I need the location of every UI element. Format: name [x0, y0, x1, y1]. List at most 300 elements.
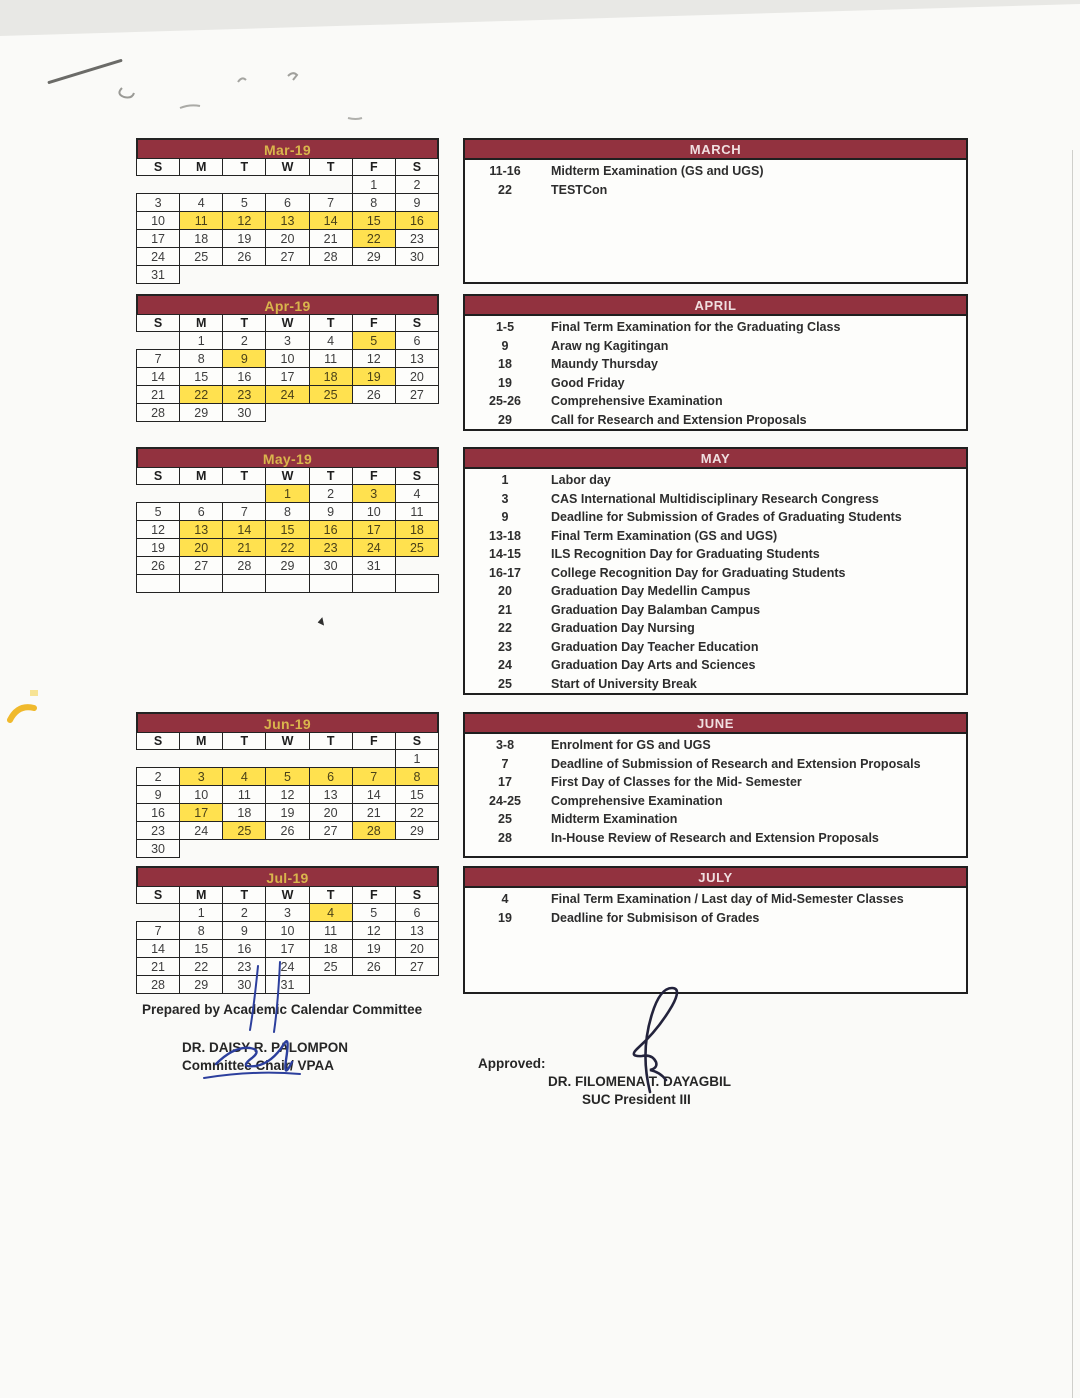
day-header: F: [352, 315, 395, 332]
event-date: 1: [501, 473, 509, 487]
event-desc: Maundy Thursday: [551, 357, 658, 371]
event-desc: Graduation Day Arts and Sciences: [551, 658, 756, 672]
events-april: [463, 294, 968, 431]
empty-cell: [180, 840, 223, 858]
event-date: 11-16: [489, 164, 521, 178]
event-desc: Final Term Examination / Last day of Mid-Semester Classes: [551, 892, 904, 906]
calendar-title: Jun-19: [136, 712, 439, 732]
event-date: 22: [498, 182, 512, 197]
day-cell: 30: [223, 404, 266, 422]
day-header: S: [395, 468, 438, 485]
day-header: S: [395, 887, 438, 904]
event-row: [465, 490, 966, 509]
day-cell: 29: [266, 557, 309, 575]
event-desc: Graduation Day Balamban Campus: [551, 602, 761, 617]
empty-cell: [266, 840, 309, 858]
day-cell: 27: [180, 557, 223, 575]
day-cell: 21: [352, 804, 395, 822]
event-date: 3-8: [495, 738, 515, 752]
day-cell: 6: [395, 904, 438, 922]
month-row-april: [136, 294, 968, 431]
day-cell: 9: [223, 922, 266, 940]
day-cell: 18: [180, 230, 223, 248]
pencil-scribble-marks: [110, 30, 370, 120]
day-cell: 26: [352, 386, 395, 404]
day-header: S: [395, 315, 438, 332]
event-desc: Midterm Examination: [551, 812, 678, 826]
day-cell: 6: [180, 503, 223, 521]
day-cell: 5: [266, 768, 309, 786]
empty-cell: [395, 266, 438, 284]
day-cell: 3: [266, 332, 309, 350]
day-cell: 8: [180, 922, 223, 940]
day-header: T: [309, 887, 352, 904]
event-date: 13-18: [489, 528, 521, 543]
day-cell: 11: [395, 503, 438, 521]
day-cell: 18: [395, 521, 438, 539]
day-cell: 22: [352, 230, 395, 248]
day-cell: 13: [395, 350, 438, 368]
event-row: [465, 909, 966, 928]
day-cell: 9: [223, 350, 266, 368]
day-cell: 9: [137, 786, 180, 804]
yellow-highlighter-mark: [6, 690, 46, 726]
day-cell: 10: [352, 503, 395, 521]
event-row: [465, 736, 966, 755]
event-date: 25-26: [489, 394, 521, 408]
empty-cell: [223, 176, 266, 194]
day-cell: 2: [395, 176, 438, 194]
day-header: F: [352, 468, 395, 485]
event-row: [465, 638, 966, 657]
day-cell: 28: [309, 248, 352, 266]
day-cell: 16: [223, 368, 266, 386]
day-cell: 7: [223, 503, 266, 521]
day-cell: 20: [309, 804, 352, 822]
day-cell: 4: [180, 194, 223, 212]
empty-cell: [352, 976, 395, 994]
day-cell: 12: [266, 786, 309, 804]
day-cell: 25: [395, 539, 438, 557]
empty-cell: [223, 575, 266, 593]
day-cell: 4: [309, 904, 352, 922]
day-cell: 17: [266, 368, 309, 386]
event-date: 25: [498, 812, 512, 826]
day-cell: 23: [395, 230, 438, 248]
day-cell: 22: [180, 958, 223, 976]
event-date: 24-25: [489, 793, 521, 808]
day-header: T: [309, 315, 352, 332]
empty-cell: [309, 840, 352, 858]
day-cell: 19: [137, 539, 180, 557]
event-desc: First Day of Classes for the Mid- Semester: [551, 775, 802, 789]
event-desc: Graduation Day Nursing: [551, 621, 695, 635]
event-row: [465, 355, 966, 374]
event-list: [465, 316, 966, 429]
footer-signature-block: [136, 994, 968, 1144]
day-cell: 3: [180, 768, 223, 786]
day-cell: 5: [223, 194, 266, 212]
day-cell: 31: [266, 976, 309, 994]
empty-cell: [395, 976, 438, 994]
day-cell: 30: [395, 248, 438, 266]
empty-cell: [309, 404, 352, 422]
day-cell: 14: [352, 786, 395, 804]
event-date: 1-5: [495, 320, 515, 334]
empty-cell: [137, 750, 180, 768]
day-cell: 24: [180, 822, 223, 840]
day-cell: 18: [309, 368, 352, 386]
day-cell: 4: [223, 768, 266, 786]
day-cell: 11: [180, 212, 223, 230]
day-cell: 13: [309, 786, 352, 804]
day-cell: 14: [137, 368, 180, 386]
day-cell: 3: [137, 194, 180, 212]
day-cell: 12: [137, 521, 180, 539]
event-date: 19: [498, 375, 512, 390]
empty-cell: [309, 750, 352, 768]
day-cell: 1: [352, 176, 395, 194]
day-cell: 12: [223, 212, 266, 230]
day-cell: 27: [395, 958, 438, 976]
event-desc: CAS International Multidisciplinary Research Congress: [551, 491, 879, 506]
day-header: M: [180, 887, 223, 904]
day-cell: 9: [309, 503, 352, 521]
day-cell: 7: [352, 768, 395, 786]
day-header: W: [266, 159, 309, 176]
day-cell: 16: [223, 940, 266, 958]
day-header: T: [223, 733, 266, 750]
event-date: 28: [498, 830, 512, 845]
day-cell: 15: [395, 786, 438, 804]
day-header: W: [266, 468, 309, 485]
day-cell: 12: [352, 922, 395, 940]
event-date: 16-17: [489, 565, 521, 580]
event-desc: Deadline for Submission of Grades of Graduating Students: [551, 510, 902, 524]
day-cell: 28: [223, 557, 266, 575]
event-row: [465, 318, 966, 337]
event-desc: Comprehensive Examination: [551, 793, 723, 808]
day-cell: 6: [395, 332, 438, 350]
day-cell: 15: [180, 368, 223, 386]
event-date: 9: [501, 338, 509, 353]
empty-cell: [137, 485, 180, 503]
day-cell: 20: [180, 539, 223, 557]
calendar-grid: [136, 467, 439, 593]
calendar-grid: [136, 314, 439, 422]
day-cell: 5: [137, 503, 180, 521]
event-desc: Labor day: [551, 473, 611, 487]
event-desc: Call for Research and Extension Proposals: [551, 412, 807, 427]
day-cell: 15: [180, 940, 223, 958]
day-cell: 20: [395, 368, 438, 386]
day-cell: 22: [180, 386, 223, 404]
day-cell: 2: [137, 768, 180, 786]
event-desc: Midterm Examination (GS and UGS): [551, 164, 764, 178]
day-cell: 11: [223, 786, 266, 804]
day-cell: 10: [266, 350, 309, 368]
day-cell: 7: [309, 194, 352, 212]
empty-cell: [223, 750, 266, 768]
day-header: F: [352, 887, 395, 904]
empty-cell: [180, 750, 223, 768]
event-desc: Final Term Examination for the Graduating Class: [551, 320, 841, 334]
event-date: 24: [498, 658, 512, 672]
day-cell: 3: [352, 485, 395, 503]
events-title: MAY: [465, 449, 966, 469]
day-cell: 21: [223, 539, 266, 557]
calendar-content: [136, 138, 968, 1144]
months: [136, 138, 968, 994]
day-cell: 23: [223, 958, 266, 976]
day-header: M: [180, 733, 223, 750]
empty-cell: [395, 557, 438, 575]
day-cell: 30: [309, 557, 352, 575]
day-cell: 23: [309, 539, 352, 557]
event-row: [465, 337, 966, 356]
day-header: S: [137, 315, 180, 332]
day-cell: 8: [395, 768, 438, 786]
empty-cell: [309, 176, 352, 194]
day-cell: 25: [309, 386, 352, 404]
events-july: [463, 866, 968, 994]
day-cell: 11: [309, 922, 352, 940]
day-cell: 4: [395, 485, 438, 503]
empty-cell: [180, 176, 223, 194]
scan-page-edge-line: [1072, 150, 1073, 1398]
event-date: 17: [498, 775, 512, 789]
day-cell: 1: [180, 904, 223, 922]
day-header: T: [223, 468, 266, 485]
day-cell: 30: [137, 840, 180, 858]
preparer-title: Committee Chair/ VPAA: [182, 1058, 335, 1073]
event-desc: TESTCon: [551, 182, 608, 197]
event-row: [465, 829, 966, 848]
day-cell: 14: [309, 212, 352, 230]
event-row: [465, 890, 966, 909]
calendar-april: [136, 294, 439, 422]
day-header: F: [352, 733, 395, 750]
day-header: T: [309, 468, 352, 485]
day-cell: 25: [180, 248, 223, 266]
day-cell: 31: [137, 266, 180, 284]
event-date: 14-15: [489, 547, 521, 561]
calendar-title: May-19: [136, 447, 439, 467]
day-cell: 24: [266, 958, 309, 976]
day-header: T: [309, 733, 352, 750]
approver-name: DR. FILOMENA T. DAYAGBIL: [548, 1074, 732, 1089]
event-row: [465, 374, 966, 393]
day-cell: 22: [395, 804, 438, 822]
day-header: S: [395, 159, 438, 176]
event-date: 21: [498, 602, 512, 617]
day-header: W: [266, 733, 309, 750]
empty-cell: [266, 266, 309, 284]
day-cell: 26: [223, 248, 266, 266]
day-cell: 21: [137, 386, 180, 404]
approver-signature: [594, 980, 694, 1100]
empty-cell: [137, 176, 180, 194]
day-header: W: [266, 887, 309, 904]
event-date: 4: [501, 892, 509, 906]
day-cell: 19: [266, 804, 309, 822]
day-header: S: [137, 733, 180, 750]
day-cell: 23: [137, 822, 180, 840]
day-cell: 25: [223, 822, 266, 840]
event-date: 7: [501, 756, 509, 771]
day-cell: 10: [266, 922, 309, 940]
day-cell: 13: [395, 922, 438, 940]
event-desc: Good Friday: [551, 375, 625, 390]
empty-cell: [352, 750, 395, 768]
event-desc: Deadline for Submisison of Grades: [551, 910, 760, 925]
calendar-grid: [136, 158, 439, 284]
event-row: [465, 471, 966, 490]
day-cell: 23: [223, 386, 266, 404]
event-date: 3: [501, 491, 509, 506]
event-row: [465, 545, 966, 564]
day-cell: 2: [223, 332, 266, 350]
event-row: [465, 527, 966, 546]
day-cell: 26: [352, 958, 395, 976]
day-cell: 21: [137, 958, 180, 976]
calendar-title: Apr-19: [136, 294, 439, 314]
day-header: F: [352, 159, 395, 176]
day-cell: 19: [352, 368, 395, 386]
event-desc: Start of University Break: [551, 676, 697, 691]
event-row: [465, 675, 966, 694]
event-row: [465, 656, 966, 675]
day-header: S: [137, 887, 180, 904]
calendar-june: [136, 712, 439, 858]
day-cell: 1: [266, 485, 309, 503]
approver-title: SUC President III: [582, 1092, 691, 1107]
day-cell: 13: [266, 212, 309, 230]
event-row: [465, 181, 966, 200]
empty-cell: [180, 575, 223, 593]
day-cell: 28: [352, 822, 395, 840]
empty-cell: [137, 575, 180, 593]
day-cell: 29: [395, 822, 438, 840]
event-date: 18: [498, 357, 512, 371]
empty-cell: [266, 404, 309, 422]
empty-cell: [352, 266, 395, 284]
empty-cell: [352, 575, 395, 593]
event-row: [465, 755, 966, 774]
event-row: [465, 792, 966, 811]
day-header: T: [223, 887, 266, 904]
event-desc: ILS Recognition Day for Graduating Students: [551, 547, 820, 561]
day-cell: 13: [180, 521, 223, 539]
event-desc: Araw ng Kagitingan: [551, 338, 669, 353]
day-cell: 31: [352, 557, 395, 575]
event-list: [465, 160, 966, 199]
events-title: JUNE: [465, 714, 966, 734]
prepared-by-label: Prepared by Academic Calendar Committee: [142, 1002, 423, 1017]
day-cell: 17: [352, 521, 395, 539]
day-cell: 24: [266, 386, 309, 404]
calendar-title: Jul-19: [136, 866, 439, 886]
calendar-may: [136, 447, 439, 593]
day-cell: 8: [266, 503, 309, 521]
empty-cell: [137, 332, 180, 350]
empty-cell: [395, 840, 438, 858]
day-cell: 12: [352, 350, 395, 368]
empty-cell: [352, 404, 395, 422]
day-cell: 19: [223, 230, 266, 248]
day-cell: 7: [137, 922, 180, 940]
day-cell: 15: [266, 521, 309, 539]
day-cell: 16: [395, 212, 438, 230]
day-cell: 17: [266, 940, 309, 958]
day-cell: 5: [352, 904, 395, 922]
event-date: 29: [498, 412, 512, 427]
event-desc: In-House Review of Research and Extension Proposals: [551, 830, 879, 845]
day-cell: 17: [180, 804, 223, 822]
event-row: [465, 392, 966, 411]
empty-cell: [180, 266, 223, 284]
day-header: T: [223, 159, 266, 176]
empty-cell: [395, 404, 438, 422]
events-title: APRIL: [465, 296, 966, 316]
preparer-signature: [196, 960, 336, 1100]
day-cell: 14: [223, 521, 266, 539]
day-cell: 24: [137, 248, 180, 266]
empty-cell: [266, 575, 309, 593]
day-cell: 9: [395, 194, 438, 212]
day-cell: 1: [395, 750, 438, 768]
event-date: 25: [498, 676, 512, 691]
day-cell: 4: [309, 332, 352, 350]
day-header: S: [395, 733, 438, 750]
empty-cell: [223, 485, 266, 503]
day-cell: 16: [309, 521, 352, 539]
empty-cell: [266, 176, 309, 194]
day-header: M: [180, 159, 223, 176]
event-desc: Comprehensive Examination: [551, 394, 723, 408]
events-june: [463, 712, 968, 858]
event-date: 23: [498, 639, 512, 654]
day-cell: 3: [266, 904, 309, 922]
day-header: T: [309, 159, 352, 176]
day-header: M: [180, 468, 223, 485]
month-row-may: [136, 447, 968, 695]
event-row: [465, 411, 966, 430]
day-cell: 25: [309, 958, 352, 976]
events-title: MARCH: [465, 140, 966, 160]
day-cell: 27: [309, 822, 352, 840]
events-may: [463, 447, 968, 695]
event-date: 9: [501, 510, 509, 524]
day-cell: 6: [266, 194, 309, 212]
day-cell: 21: [309, 230, 352, 248]
event-date: 22: [498, 621, 512, 635]
day-cell: 2: [309, 485, 352, 503]
day-cell: 10: [180, 786, 223, 804]
day-cell: 8: [352, 194, 395, 212]
empty-cell: [223, 266, 266, 284]
day-cell: 29: [180, 404, 223, 422]
day-cell: 17: [137, 230, 180, 248]
day-cell: 1: [180, 332, 223, 350]
day-cell: 7: [137, 350, 180, 368]
day-cell: 18: [309, 940, 352, 958]
event-row: [465, 508, 966, 527]
event-list: [465, 469, 966, 693]
day-header: M: [180, 315, 223, 332]
event-desc: College Recognition Day for Graduating Students: [551, 565, 846, 580]
calendar-grid: [136, 732, 439, 858]
